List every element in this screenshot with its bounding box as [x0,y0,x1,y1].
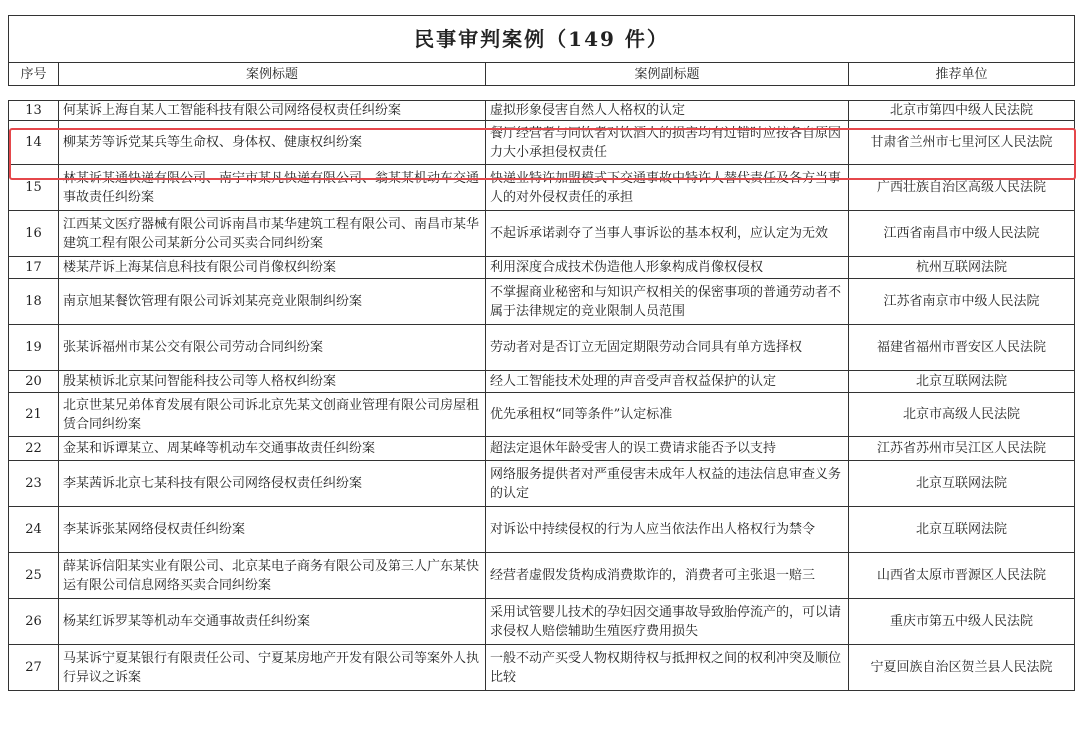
row-court: 北京市第四中级人民法院 [849,101,1075,121]
row-index: 27 [9,645,59,691]
row-title: 薛某诉信阳某实业有限公司、北京某电子商务有限公司及第三人广东某快运有限公司信息网络买卖合同纠纷案 [59,553,486,599]
row-index: 24 [9,507,59,553]
table-row-highlighted [9,121,1075,165]
row-subtitle: 不起诉承诺剥夺了当事人事诉讼的基本权利，应认定为无效 [486,211,849,257]
table-row [9,393,1075,437]
row-index: 17 [9,257,59,279]
row-subtitle: 利用深度合成技术伪造他人形象构成肖像权侵权 [486,257,849,279]
row-court: 北京互联网法院 [849,461,1075,507]
table-row [9,257,1075,279]
case-table-container [8,15,1074,691]
row-subtitle: 不掌握商业秘密和与知识产权相关的保密事项的普通劳动者不属于法律规定的竞业限制人员范围 [486,279,849,325]
row-court: 江苏省苏州市吴江区人民法院 [849,437,1075,461]
row-subtitle: 网络服务提供者对严重侵害未成年人权益的违法信息审查义务的认定 [486,461,849,507]
row-title: 李某诉张某网络侵权责任纠纷案 [59,507,486,553]
table-row [9,325,1075,371]
row-subtitle: 劳动者对是否订立无固定期限劳动合同具有单方选择权 [486,325,849,371]
row-court: 广西壮族自治区高级人民法院 [849,165,1075,211]
row-court: 山西省太原市晋源区人民法院 [849,553,1075,599]
table-row [9,507,1075,553]
row-index: 23 [9,461,59,507]
row-court: 江苏省南京市中级人民法院 [849,279,1075,325]
row-title: 张某诉福州市某公交有限公司劳动合同纠纷案 [59,325,486,371]
row-index: 16 [9,211,59,257]
row-subtitle: 餐厅经营者与同饮者对饮酒人的损害均有过错时应按各自原因力大小承担侵权责任 [486,121,849,165]
row-title: 李某茜诉北京七某科技有限公司网络侵权责任纠纷案 [59,461,486,507]
row-index: 25 [9,553,59,599]
row-subtitle: 对诉讼中持续侵权的行为人应当依法作出人格权行为禁令 [486,507,849,553]
row-title: 江西某文医疗器械有限公司诉南昌市某华建筑工程有限公司、南昌市某华建筑工程有限公司某新分公司买卖合同纠纷案 [59,211,486,257]
row-court: 江西省南昌市中级人民法院 [849,211,1075,257]
table-row [9,279,1075,325]
table-row [9,553,1075,599]
row-index: 26 [9,599,59,645]
table-row [9,599,1075,645]
table-row [9,437,1075,461]
row-court: 福建省福州市晋安区人民法院 [849,325,1075,371]
header-court: 推荐单位 [849,63,1075,86]
row-court: 重庆市第五中级人民法院 [849,599,1075,645]
case-table [8,15,1075,691]
row-title: 南京旭某餐饮管理有限公司诉刘某亮竞业限制纠纷案 [59,279,486,325]
row-index: 14 [9,121,59,165]
row-index: 13 [9,101,59,121]
row-title: 马某诉宁夏某银行有限责任公司、宁夏某房地产开发有限公司等案外人执行异议之诉案 [59,645,486,691]
row-index: 15 [9,165,59,211]
row-title: 金某和诉谭某立、周某峰等机动车交通事故责任纠纷案 [59,437,486,461]
row-subtitle: 快递业特许加盟模式下交通事故中特许人替代责任及各方当事人的对外侵权责任的承担 [486,165,849,211]
row-subtitle: 采用试管婴儿技术的孕妇因交通事故导致胎停流产的，可以请求侵权人赔偿辅助生殖医疗费用损失 [486,599,849,645]
table-row [9,461,1075,507]
row-court: 甘肃省兰州市七里河区人民法院 [849,121,1075,165]
row-title: 何某诉上海自某人工智能科技有限公司网络侵权责任纠纷案 [59,101,486,121]
row-index: 18 [9,279,59,325]
row-title: 殷某桢诉北京某问智能科技公司等人格权纠纷案 [59,371,486,393]
header-case-title: 案例标题 [59,63,486,86]
row-index: 19 [9,325,59,371]
row-index: 22 [9,437,59,461]
header-index: 序号 [9,63,59,86]
row-index: 21 [9,393,59,437]
table-title: 民事审判案例（149 件） [9,16,1075,63]
table-row [9,165,1075,211]
table-row [9,101,1075,121]
row-court: 北京互联网法院 [849,371,1075,393]
row-subtitle: 经营者虚假发货构成消费欺诈的，消费者可主张退一赔三 [486,553,849,599]
row-court: 杭州互联网法院 [849,257,1075,279]
row-title: 北京世某兄弟体育发展有限公司诉北京先某文创商业管理有限公司房屋租赁合同纠纷案 [59,393,486,437]
table-row [9,371,1075,393]
table-row [9,645,1075,691]
row-title: 林某诉某通快递有限公司、南宁市某凡快递有限公司、翁某某机动车交通事故责任纠纷案 [59,165,486,211]
row-subtitle: 超法定退休年龄受害人的误工费请求能否予以支持 [486,437,849,461]
header-gap [9,86,1075,101]
row-subtitle: 优先承租权“同等条件”认定标准 [486,393,849,437]
header-case-subtitle: 案例副标题 [486,63,849,86]
row-title: 柳某芳等诉党某兵等生命权、身体权、健康权纠纷案 [59,121,486,165]
row-subtitle: 经人工智能技术处理的声音受声音权益保护的认定 [486,371,849,393]
header-row [9,63,1075,86]
row-title: 杨某红诉罗某等机动车交通事故责任纠纷案 [59,599,486,645]
row-court: 北京互联网法院 [849,507,1075,553]
table-body [9,101,1075,691]
row-title: 楼某芹诉上海某信息科技有限公司肖像权纠纷案 [59,257,486,279]
row-court: 北京市高级人民法院 [849,393,1075,437]
row-subtitle: 一般不动产买受人物权期待权与抵押权之间的权利冲突及顺位比较 [486,645,849,691]
row-subtitle: 虚拟形象侵害自然人人格权的认定 [486,101,849,121]
table-row [9,211,1075,257]
row-court: 宁夏回族自治区贺兰县人民法院 [849,645,1075,691]
row-index: 20 [9,371,59,393]
